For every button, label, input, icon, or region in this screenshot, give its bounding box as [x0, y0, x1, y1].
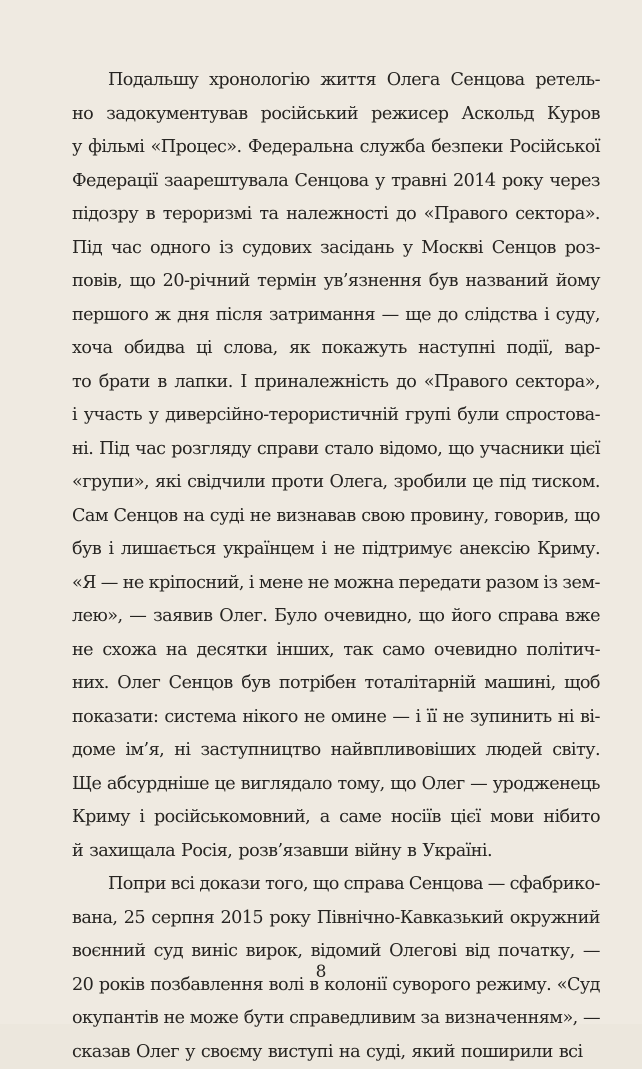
text-line: Подальшу хронологію життя Олега Сенцова ретель- — [72, 64, 600, 98]
text-line: показати: система нікого не омине — і її не зупинить ні ві- — [72, 701, 600, 735]
text-line: Криму і російськомовний, а саме носіїв цієї мови нібито — [72, 801, 600, 835]
text-line: воєнний суд виніс вирок, відомий Олегові від початку, — — [72, 935, 600, 969]
text-line: підозру в тероризмі та належності до «Правого сектора». — [72, 198, 600, 232]
page-number: 8 — [0, 962, 642, 982]
text-line: не схожа на десятки інших, так само очевидно політич- — [72, 634, 600, 668]
text-line: 20 років позбавлення волі в колонії суворого режиму. «Суд — [72, 969, 600, 1003]
text-line: Ще абсурдніше це виглядало тому, що Олег — уродженець — [72, 768, 600, 802]
text-line: Федерації заарештувала Сенцова у травні 2014 року через — [72, 165, 600, 199]
text-line: «Я — не кріпосний, і мене не можна передати разом із зем- — [72, 567, 600, 601]
text-line: у фільмі «Процес». Федеральна служба безпеки Російської — [72, 131, 600, 165]
text-line: сказав Олег у своєму виступі на суді, який поширили всі — [72, 1036, 600, 1069]
text-line: ні. Під час розгляду справи стало відомо, що учасники цієї — [72, 433, 600, 467]
text-line: лею», — заявив Олег. Було очевидно, що його справа вже — [72, 600, 600, 634]
text-line: «групи», які свідчили проти Олега, зробили це під тиском. — [72, 466, 600, 500]
text-line: окупантів не може бути справедливим за визначенням», — — [72, 1002, 600, 1036]
text-line: першого ж дня після затримання — ще до слідства і суду, — [72, 299, 600, 333]
body-text — [72, 64, 600, 1069]
text-line: повів, що 20-річний термін ув’язнення був названий йому — [72, 265, 600, 299]
text-line: й захищала Росія, розв’язавши війну в Україні. — [72, 835, 600, 869]
text-line: них. Олег Сенцов був потрібен тоталітарній машині, щоб — [72, 667, 600, 701]
text-line: був і лишається українцем і не підтримує анексію Криму. — [72, 533, 600, 567]
text-line: і участь у диверсійно-терористичній групі були спростова- — [72, 399, 600, 433]
text-line: но задокументував російський режисер Аскольд Куров — [72, 98, 600, 132]
text-line: Попри всі докази того, що справа Сенцова — сфабрико- — [72, 868, 600, 902]
text-line: то брати в лапки. І приналежність до «Правого сектора», — [72, 366, 600, 400]
text-line: Сам Сенцов на суді не визнавав свою провину, говорив, що — [72, 500, 600, 534]
text-line: вана, 25 серпня 2015 року Північно-Кавказький окружний — [72, 902, 600, 936]
text-line: хоча обидва ці слова, як покажуть наступні події, вар- — [72, 332, 600, 366]
text-line: Під час одного із судових засідань у Москві Сенцов роз- — [72, 232, 600, 266]
text-line: доме ім’я, ні заступництво найвпливовіших людей світу. — [72, 734, 600, 768]
